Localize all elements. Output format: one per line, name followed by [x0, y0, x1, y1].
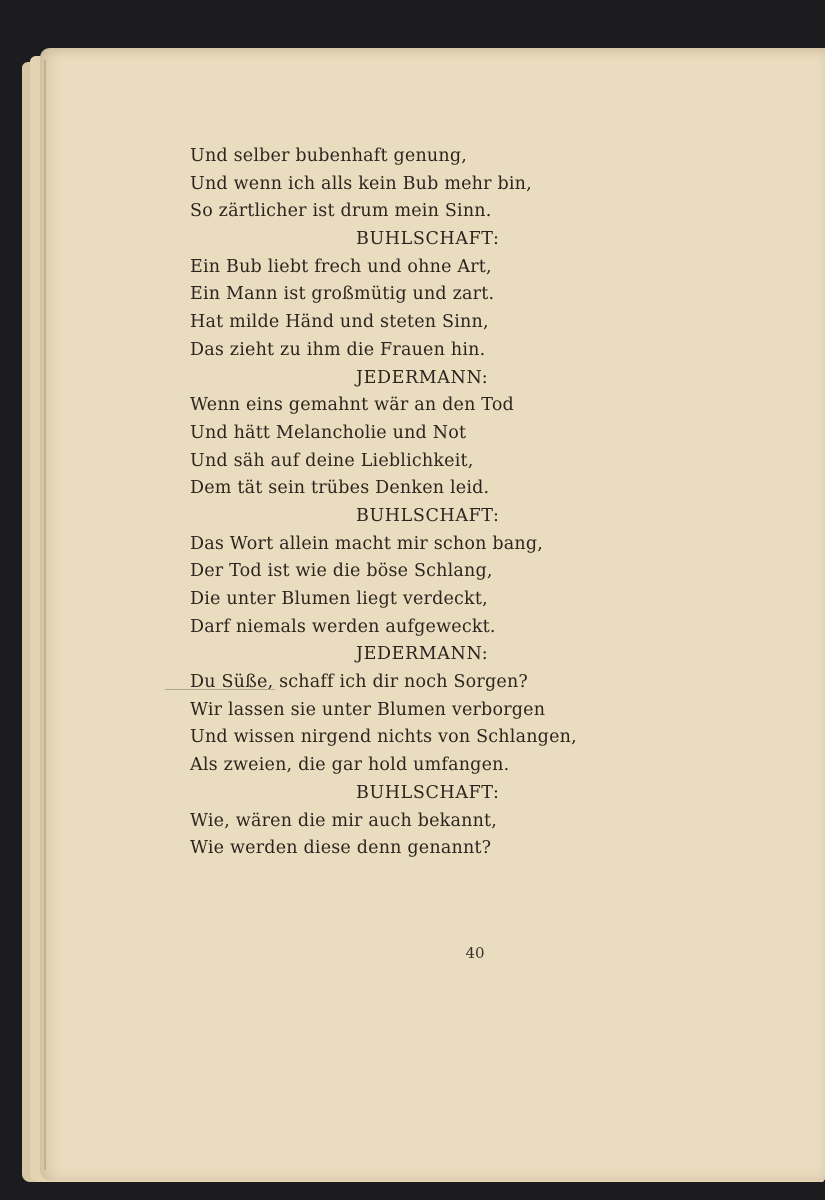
verse-line: Du Süße, schaff ich dir noch Sorgen?	[190, 672, 528, 693]
verse-line: Das zieht zu ihm die Frauen hin.	[190, 339, 486, 360]
page-fold-line	[44, 60, 46, 1170]
verse-line: Das Wort allein macht mir schon bang,	[190, 533, 544, 554]
verse-line: Und wenn ich alls kein Bub mehr bin,	[190, 173, 532, 194]
verse-line: Wenn eins gemahnt wär an den Tod	[190, 395, 514, 416]
verse-block	[190, 143, 630, 863]
speaker-heading: JEDERMANN:	[356, 644, 489, 665]
verse-line: Wie, wären die mir auch bekannt,	[190, 810, 498, 831]
speaker-heading: BUHLSCHAFT:	[356, 229, 500, 250]
verse-line: Und säh auf deine Lieblichkeit,	[190, 450, 474, 471]
speaker-heading: BUHLSCHAFT:	[356, 782, 500, 803]
verse-line: Ein Bub liebt frech und ohne Art,	[190, 256, 492, 277]
verse-line: Die unter Blumen liegt verdeckt,	[190, 589, 488, 609]
verse-line: Wir lassen sie unter Blumen verborgen	[190, 699, 546, 720]
verse-line: Und selber bubenhaft genung,	[190, 146, 468, 166]
verse-line: Dem tät sein trübes Denken leid.	[190, 478, 490, 499]
verse-line: Als zweien, die gar hold umfangen.	[190, 755, 510, 776]
verse-line: Wie werden diese denn genannt?	[190, 838, 492, 859]
verse-line: Darf niemals werden aufgeweckt.	[190, 616, 496, 637]
speaker-heading: JEDERMANN:	[356, 367, 489, 388]
verse-line: Und wissen nirgend nichts von Schlangen,	[190, 727, 577, 748]
verse-line: Und hätt Melancholie und Not	[190, 422, 467, 443]
verse-line: Hat milde Händ und steten Sinn,	[190, 312, 489, 333]
speaker-heading: BUHLSCHAFT:	[356, 505, 500, 526]
pencil-mark	[165, 689, 275, 690]
verse-line: So zärtlicher ist drum mein Sinn.	[190, 201, 492, 222]
verse-line: Der Tod ist wie die böse Schlang,	[190, 561, 493, 582]
verse-line: Ein Mann ist großmütig und zart.	[190, 284, 495, 305]
page-number: 40	[465, 944, 485, 962]
